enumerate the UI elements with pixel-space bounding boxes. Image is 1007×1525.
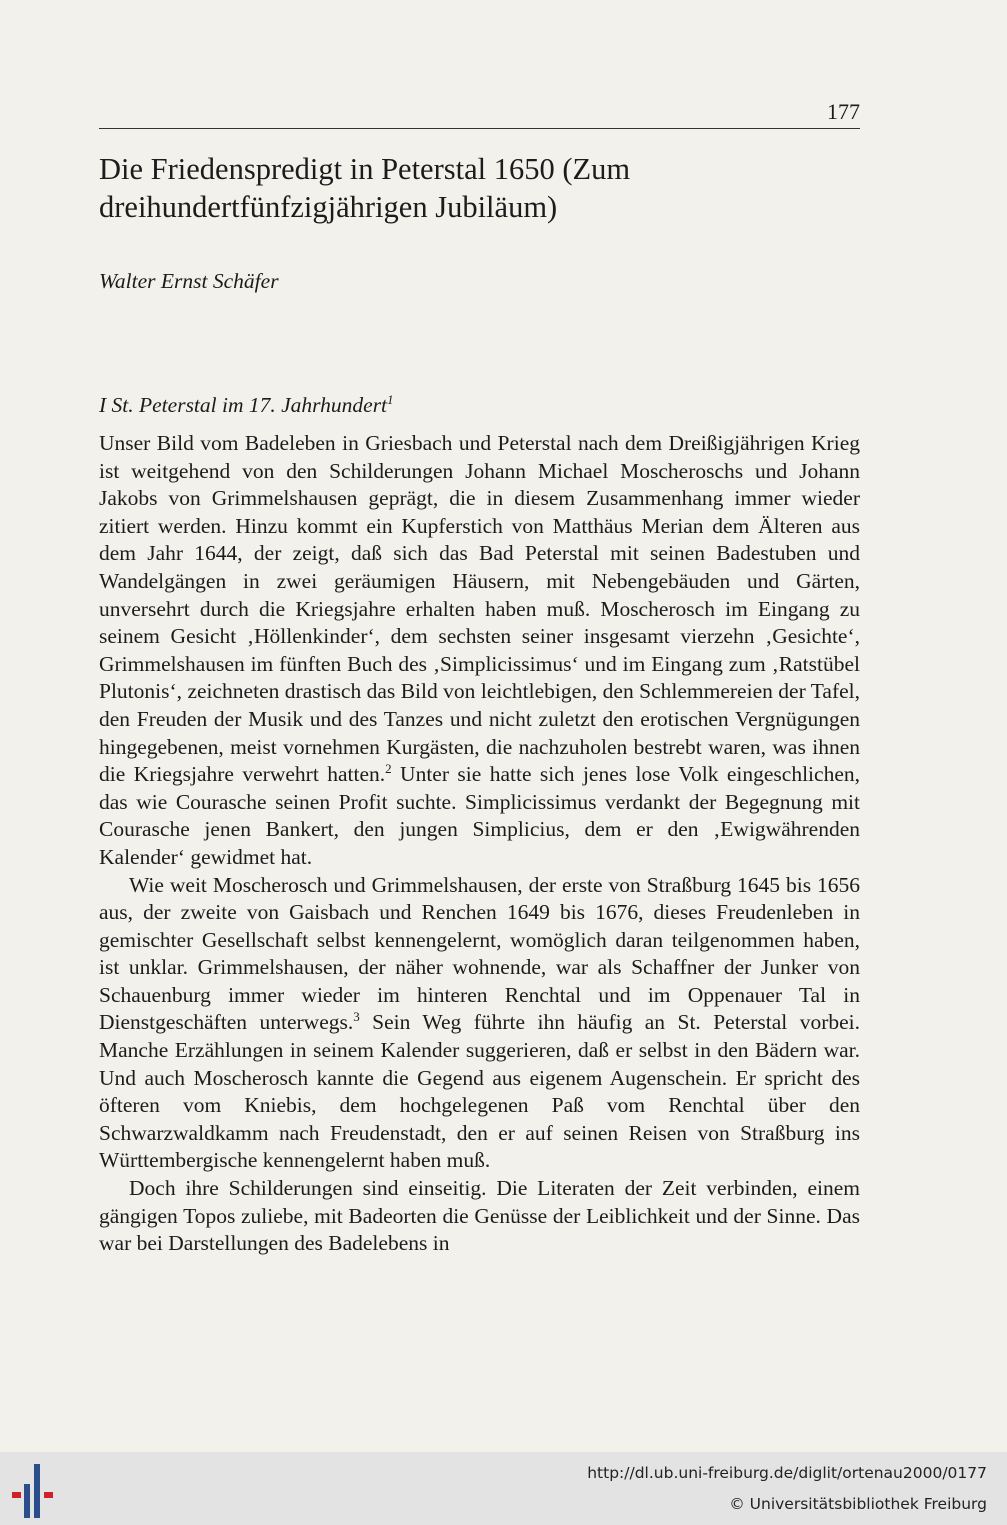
paragraph: [99, 430, 860, 872]
paragraph-text: Unter sie hatte sich jenes lose Volk eingeschlichen, das wie Courasche seinen Profit suchte. Simplicissimus verdankt der Begegnung mit Courasche jenen Bankert, den jungen Simplicius, dem er den ‚Ewigwährenden Kalender‘ gewidmet hat.: [99, 762, 860, 869]
copyright-notice: © Universitätsbibliothek Freiburg: [729, 1495, 987, 1513]
footnote-marker: 2: [385, 761, 392, 777]
paragraph-text: Doch ihre Schilderungen sind einseitig. Die Literaten der Zeit verbinden, einem gängigen Topos zuliebe, mit Badeorten die Genüsse der Leiblichkeit und der Sinne. Das war bei Darstellungen des Badelebens in: [99, 1176, 860, 1256]
footer-bar: [0, 1452, 1007, 1525]
document-url[interactable]: http://dl.ub.uni-freiburg.de/diglit/ortenau2000/0177: [587, 1464, 987, 1482]
paragraph: [99, 872, 860, 1176]
footnote-marker: 3: [353, 1009, 360, 1025]
article-author: Walter Ernst Schäfer: [99, 269, 279, 293]
paragraph: [99, 1175, 860, 1258]
footnote-marker: 1: [387, 392, 394, 407]
paragraph-text: Sein Weg führte ihn häufig an St. Peterstal vorbei. Manche Erzählungen in seinem Kalender suggerieren, daß er selbst in den Bädern war. Und auch Moscherosch kannte die Gegend aus eigenem Augenschein. Er spricht des öfteren vom Kniebis, dem hochgelegenen Paß vom Renchtal über den Schwarzwaldkamm nach Freudenstadt, den er auf seinen Reisen von Straßburg ins Württembergische kennengelernt haben muß.: [99, 1010, 860, 1173]
paragraph-text: Wie weit Moscherosch und Grimmelshausen, der erste von Straßburg 1645 bis 1656 aus, der zweite von Gaisbach und Renchen 1649 bis 1676, dieses Freudenleben in gemischter Gesellschaft selbst kennengelernt, womöglich daran teilgenommen haben, ist unklar. Grimmelshausen, der näher wohnende, war als Schaffner der Junker von Schauenburg immer wieder im hinteren Renchtal und im Oppenauer Tal in Dienstgeschäften unterwegs.: [99, 872, 860, 1035]
section-heading: [99, 390, 394, 420]
page-number: 177: [827, 99, 860, 124]
section-heading-text: I St. Peterstal im 17. Jahrhundert: [99, 393, 388, 417]
article-body: [99, 430, 860, 1258]
header-rule: [99, 128, 860, 129]
ub-freiburg-logo-icon[interactable]: [10, 1460, 66, 1520]
article-title: Die Friedenspredigt in Peterstal 1650 (Zum dreihundertfünfzigjährigen Jubiläum): [99, 152, 631, 224]
paragraph-text: Unser Bild vom Badeleben in Griesbach und Peterstal nach dem Dreißigjährigen Krieg ist weitgehend von den Schilderungen Johann Michael Moscheroschs und Johann Jakobs von Grimmelshausen geprägt, die in diesem Zusammenhang immer wieder zitiert werden. Hinzu kommt ein Kupferstich von Matthäus Merian dem Älteren aus dem Jahr 1644, der zeigt, daß sich das Bad Peterstal mit seinen Badestuben und Wandelgängen in zwei geräumigen Häusern, mit Nebengebäuden und Gärten, unversehrt durch die Kriegsjahre erhalten haben muß. Moscherosch im Eingang zu seinem Gesicht ‚Höllenkinder‘, dem sechsten seiner insgesamt vierzehn ‚Gesichte‘, Grimmelshausen im fünften Buch des ‚Simplicissimus‘ und im Eingang zum ‚Ratstübel Plutonis‘, zeichneten drastisch das Bild von leichtlebigen, den Schlemmereien der Tafel, den Freuden der Musik und des Tanzes und nicht zuletzt den erotischen Vergnügungen hingegebenen, meist vornehmen Kurgästen, die nachzuholen bestrebt waren, was ihnen die Kriegsjahre verwehrt hatten.: [99, 431, 860, 787]
